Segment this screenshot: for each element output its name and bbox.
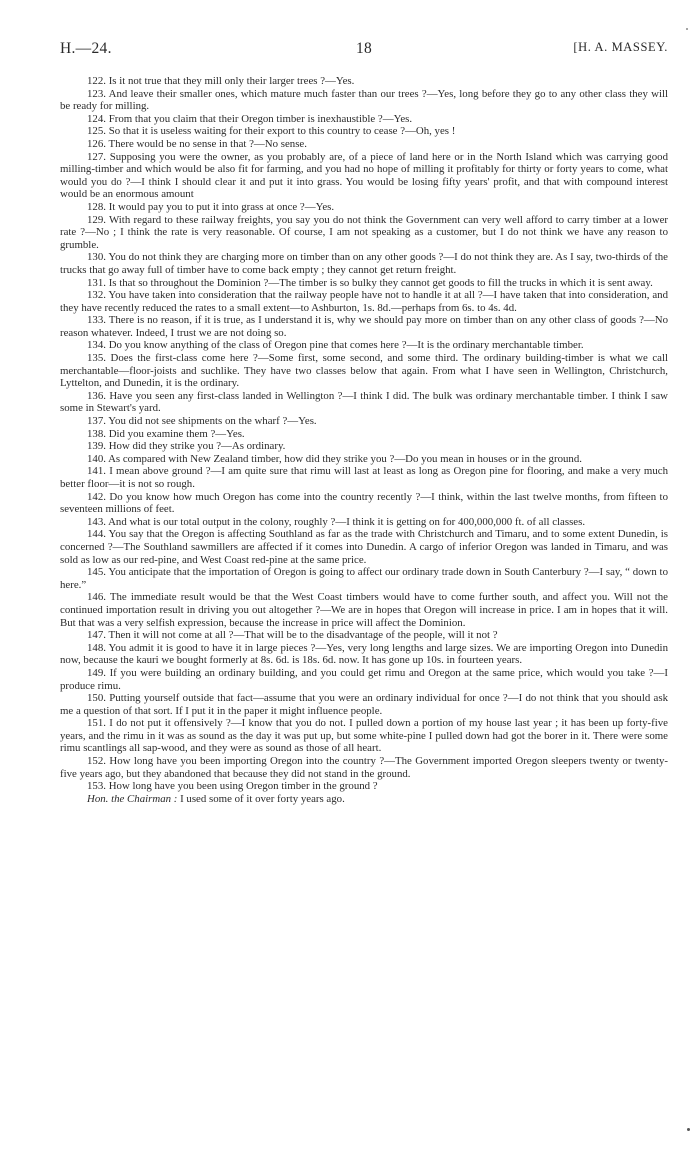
- testimony-paragraph: 130. You do not think they are charging more on timber than on any other goods ?—I do not think they are. As I say, two-thirds of the trucks that go away full of timber have to come back empty ; they cannot get return freight.: [60, 251, 668, 276]
- testimony-paragraph: 146. The immediate result would be that the West Coast timbers would have to come further south, and affect you. Will not the continued importation result in driving you out altogether ?—We are in hopes that Oregon will increase in price. I am in hopes that it will. But that was a very selfish expression, because the increase in price will affect the Dominion.: [60, 591, 668, 629]
- testimony-paragraph: 136. Have you seen any first-class landed in Wellington ?—I think I did. The bulk was ordinary merchantable timber. I think I saw some in Stewart's yard.: [60, 389, 668, 415]
- testimony-paragraph: 131. Is that so throughout the Dominion ?—The timber is so bulky they cannot get goods to fill the trucks in which it is sent away.: [87, 276, 653, 289]
- document-reference: H.—24.: [60, 40, 112, 57]
- chairman-remark: [60, 793, 668, 806]
- paragraph-list: [60, 75, 668, 793]
- testimony-body: [60, 75, 668, 805]
- testimony-paragraph: 126. There would be no sense in that ?—No sense.: [87, 137, 307, 150]
- testimony-paragraph: 128. It would pay you to put it into grass at once ?—Yes.: [87, 200, 335, 213]
- speaker-label: Hon. the Chairman :: [87, 792, 178, 805]
- testimony-paragraph: 141. I mean above ground ?—I am quite sure that rimu will last at least as long as Oregon pine for flooring, and make a very much better floor—it is not so rough.: [60, 465, 668, 490]
- testimony-paragraph: 139. How did they strike you ?—As ordinary.: [87, 440, 286, 453]
- testimony-paragraph: 125. So that it is useless waiting for their export to this country to cease ?—Oh, yes !: [87, 125, 456, 138]
- testimony-paragraph: 144. You say that the Oregon is affecting Southland as far as the trade with Christchurch and Timaru, and to some extent Dunedin, is concerned ?—The Southland sawmillers are affected if it comes into Dunedin. A cargo of inferior Oregon was landed in Timaru, and was sold as low as our red-pine, and West Coast red-pine at the same price.: [60, 528, 668, 566]
- testimony-paragraph: 134. Do you know anything of the class of Oregon pine that comes here ?—It is the ordinary merchantable timber.: [87, 339, 584, 352]
- testimony-paragraph: 124. From that you claim that their Oregon timber is inexhaustible ?—Yes.: [87, 112, 413, 125]
- testimony-paragraph: 123. And leave their smaller ones, which mature much faster than our trees ?—Yes, long before they go to any other class they will be ready for milling.: [60, 87, 668, 113]
- testimony-paragraph: 140. As compared with New Zealand timber, how did they strike you ?—Do you mean in houses or in the ground.: [87, 452, 582, 465]
- testimony-paragraph: 137. You did not see shipments on the wharf ?—Yes.: [87, 415, 317, 428]
- testimony-paragraph: 147. Then it will not come at all ?—That will be to the disadvantage of the people, will it not ?: [87, 629, 498, 642]
- testimony-paragraph: 150. Putting yourself outside that fact—assume that you were an ordinary individual for once ?—I do not think that you should ask me a question of that sort. If I put it in the paper it might influence people.: [60, 692, 668, 717]
- testimony-paragraph: 145. You anticipate that the importation of Oregon is going to affect our ordinary trade down in South Canterbury ?—I say, “ down to here.”: [60, 566, 668, 591]
- scan-speck: [686, 28, 688, 30]
- remark-text: I used some of it over forty years ago.: [177, 792, 345, 805]
- testimony-paragraph: 133. There is no reason, if it is true, as I understand it is, why we should pay more on timber than on any other class of goods ?—No reason whatever. Indeed, I trust we are not doing so.: [60, 314, 668, 339]
- testimony-paragraph: 122. Is it not true that they mill only their larger trees ?—Yes.: [87, 75, 355, 87]
- testimony-paragraph: 132. You have taken into consideration that the railway people have not to handle it at all ?—I have taken that into consideration, and they have recently reduced the rates to a small extent—to Ashburton, 1s. 8d.—perhaps from 6s. to 4s. 4d.: [60, 289, 668, 314]
- testimony-paragraph: 142. Do you know how much Oregon has come into the country recently ?—I think, within the last twelve months, from fifteen to seventeen millions of feet.: [60, 490, 668, 516]
- testimony-paragraph: 152. How long have you been importing Oregon into the country ?—The Government imported Oregon sleepers twenty or twenty-five years ago, but they abandoned that because they did not stand in the ground.: [60, 755, 668, 780]
- page-header: [60, 40, 668, 64]
- testimony-paragraph: 151. I do not put it offensively ?—I know that you do not. I pulled down a portion of my house last year ; it has been up forty-five years, and the rimu in it was as sound as the day it was put up, but some white-pine I pulled down had got the borer in it. There were some rimu scantlings all sap-wood, and they were as sound as those of all heart.: [60, 717, 668, 755]
- testimony-paragraph: 143. And what is our total output in the colony, roughly ?—I think it is getting on for 400,000,000 ft. of all classes.: [87, 515, 586, 528]
- testimony-paragraph: 129. With regard to these railway freights, you say you do not think the Government can very well afford to carry timber at a lower rate ?—No ; I think the rate is very reasonable. Of course, I am not speaking as a customer, but I do not think we have any reason to grumble.: [60, 213, 668, 251]
- testimony-paragraph: 135. Does the first-class come here ?—Some first, some second, and some third. The ordinary building-timber is what we call merchantable—floor-joists and suchlike. They have two classes below that again. From what I have seen in Wellington, Christchurch, Lyttelton, and Dunedin, it is the ordinary.: [60, 352, 668, 390]
- testimony-paragraph: 127. Supposing you were the owner, as you probably are, of a piece of land here or in the North Island which was carrying good milling-timber and which would be also fit for farming, and you had no hope of milling it profitably for thirty or forty years to come, what would you do ?—I think I should clear it and put it into grass. You would be losing fifty years' profit, and that with compound interest would be an enormous amount: [60, 150, 668, 201]
- witness-name: [H. A. MASSEY.: [573, 40, 668, 54]
- testimony-paragraph: 148. You admit it is good to have it in large pieces ?—Yes, very long lengths and large sizes. We are importing Oregon into Dunedin now, because the kauri we bought formerly at 8s. 6d. is 18s. 6d. now. It has gone up 10s. in fourteen years.: [60, 641, 668, 667]
- page-number: 18: [355, 40, 373, 57]
- scan-speck: [687, 1128, 690, 1131]
- testimony-paragraph: 138. Did you examine them ?—Yes.: [87, 427, 245, 440]
- testimony-paragraph: 149. If you were building an ordinary building, and you could get rimu and Oregon at the same price, which would you take ?—I produce rimu.: [60, 666, 668, 692]
- testimony-paragraph: 153. How long have you been using Oregon timber in the ground ?: [87, 780, 378, 793]
